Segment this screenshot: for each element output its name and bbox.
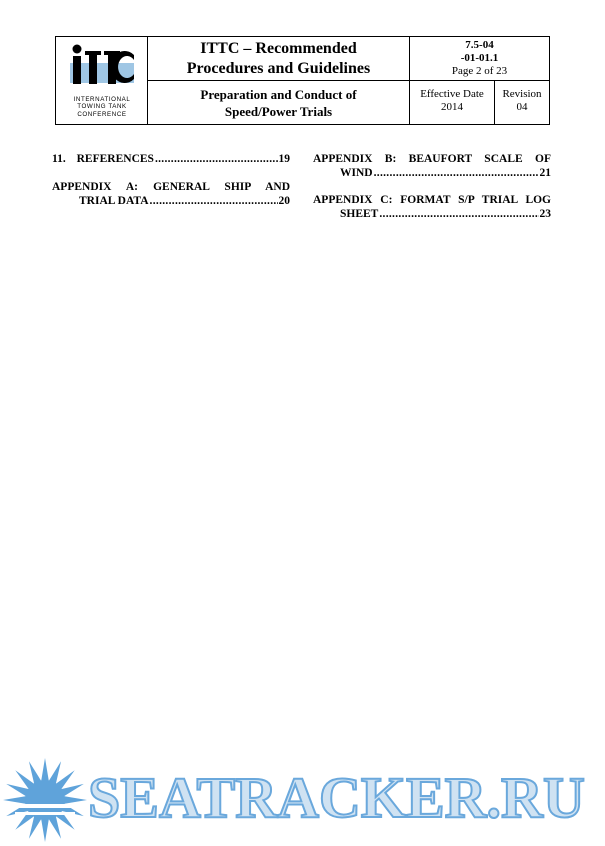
toc-entry-page: 20 <box>278 195 290 207</box>
document-title <box>148 37 410 81</box>
title-line: Procedures and Guidelines <box>186 59 371 77</box>
toc-entry[interactable] <box>313 193 551 221</box>
logo-cell <box>56 37 148 124</box>
page-number: Page 2 of 23 <box>451 65 508 77</box>
logo-caption-line: INTERNATIONAL <box>73 96 131 103</box>
logo-caption-line: TOWING TANK <box>77 103 127 111</box>
toc-entry-page: 21 <box>539 167 551 179</box>
toc-entry-page: 23 <box>539 208 551 220</box>
toc-left-column <box>52 152 290 208</box>
effective-date-label: Effective Date <box>420 88 484 100</box>
document-subtitle <box>148 81 410 124</box>
toc-entry[interactable] <box>52 180 290 208</box>
toc-entry-title-cont: TRIAL DATA <box>79 195 149 207</box>
toc-entry-page: 19 <box>278 153 290 165</box>
toc-leader <box>155 152 278 166</box>
toc-right-column <box>313 152 551 221</box>
toc-entry[interactable] <box>313 152 551 180</box>
toc-entry[interactable] <box>52 152 290 166</box>
toc-leader <box>374 166 539 180</box>
toc-entry-title: APPENDIX B: BEAUFORT SCALE OF <box>313 153 551 165</box>
subtitle-line: Speed/Power Trials <box>224 103 333 119</box>
logo-caption-line: CONFERENCE <box>77 110 127 118</box>
effective-date-cell <box>410 81 495 124</box>
logo-caption <box>56 96 148 118</box>
toc-entry-title-cont: SHEET <box>340 208 379 220</box>
revision-value: 04 <box>516 101 528 113</box>
toc-entry-title: 11. REFERENCES <box>52 153 154 165</box>
document-number-cell <box>410 37 549 81</box>
toc-leader <box>379 207 538 221</box>
toc-entry-title: APPENDIX C: FORMAT S/P TRIAL LOG <box>313 194 551 206</box>
effective-date-value: 2014 <box>441 101 463 113</box>
document-header <box>55 36 550 125</box>
toc-leader <box>150 194 278 208</box>
toc-entry-title: APPENDIX A: GENERAL SHIP AND <box>52 181 290 193</box>
revision-label: Revision <box>502 88 542 100</box>
revision-cell <box>495 81 549 124</box>
title-line: ITTC – Recommended <box>200 39 357 57</box>
watermark-text: SEATRACKER.RU <box>88 765 585 830</box>
doc-number: -01-01.1 <box>460 52 499 64</box>
doc-number: 7.5-04 <box>465 39 494 51</box>
toc-entry-title-cont: WIND <box>340 167 373 179</box>
subtitle-line: Preparation and Conduct of <box>200 86 357 102</box>
